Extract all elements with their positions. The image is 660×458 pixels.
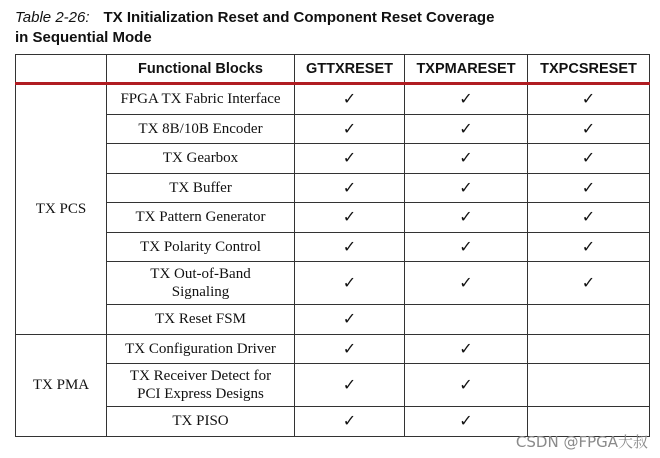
group-tx-pcs: TX PCS bbox=[16, 84, 107, 335]
check-cell: ✓ bbox=[295, 334, 405, 364]
check-cell: ✓ bbox=[295, 364, 405, 407]
block-line: TX Receiver Detect for bbox=[129, 368, 272, 384]
block-cell: FPGA TX Fabric Interface bbox=[107, 84, 295, 115]
check-cell: ✓ bbox=[405, 84, 528, 115]
table-row bbox=[16, 203, 650, 233]
check-cell: ✓ bbox=[405, 232, 528, 262]
check-cell: ✓ bbox=[528, 173, 650, 203]
check-cell bbox=[528, 364, 650, 407]
table-title-line2: in Sequential Mode bbox=[15, 29, 152, 46]
block-cell: TX Gearbox bbox=[107, 144, 295, 174]
check-cell: ✓ bbox=[405, 114, 528, 144]
block-line: Signaling bbox=[171, 284, 230, 300]
check-cell: ✓ bbox=[528, 84, 650, 115]
group-tx-pma: TX PMA bbox=[16, 334, 107, 436]
table-row bbox=[16, 305, 650, 335]
block-cell: TX Pattern Generator bbox=[107, 203, 295, 233]
check-cell: ✓ bbox=[295, 232, 405, 262]
check-cell: ✓ bbox=[405, 144, 528, 174]
check-cell: ✓ bbox=[405, 334, 528, 364]
header-empty bbox=[16, 55, 107, 84]
table-row bbox=[16, 84, 650, 115]
table-header-row bbox=[16, 55, 650, 84]
header-gttxreset: GTTXRESET bbox=[295, 55, 405, 84]
check-cell: ✓ bbox=[528, 144, 650, 174]
table-row bbox=[16, 334, 650, 364]
block-line: TX Out-of-Band bbox=[150, 266, 251, 282]
block-line: PCI Express Designs bbox=[137, 386, 264, 402]
check-cell bbox=[528, 305, 650, 335]
reset-coverage-table bbox=[15, 54, 650, 437]
check-cell: ✓ bbox=[295, 407, 405, 437]
check-cell: ✓ bbox=[528, 232, 650, 262]
check-cell bbox=[405, 305, 528, 335]
check-cell: ✓ bbox=[295, 203, 405, 233]
check-cell: ✓ bbox=[528, 203, 650, 233]
table-row bbox=[16, 114, 650, 144]
check-cell: ✓ bbox=[295, 173, 405, 203]
check-cell: ✓ bbox=[528, 114, 650, 144]
check-cell: ✓ bbox=[405, 364, 528, 407]
check-cell: ✓ bbox=[295, 305, 405, 335]
header-txpcsreset: TXPCSRESET bbox=[528, 55, 650, 84]
check-cell: ✓ bbox=[405, 173, 528, 203]
table-number: Table 2-26: bbox=[15, 9, 90, 26]
check-cell: ✓ bbox=[295, 84, 405, 115]
check-cell bbox=[528, 334, 650, 364]
block-cell: TX PISO bbox=[107, 407, 295, 437]
check-cell: ✓ bbox=[295, 144, 405, 174]
block-cell bbox=[107, 262, 295, 305]
table-row bbox=[16, 232, 650, 262]
block-cell bbox=[107, 364, 295, 407]
header-txpmareset: TXPMARESET bbox=[405, 55, 528, 84]
table-row bbox=[16, 364, 650, 407]
table-row bbox=[16, 144, 650, 174]
block-cell: TX Buffer bbox=[107, 173, 295, 203]
table-title: TX Initialization Reset and Component Reset Coverage bbox=[103, 9, 495, 26]
check-cell: ✓ bbox=[405, 262, 528, 305]
table-caption bbox=[15, 8, 635, 48]
block-cell: TX Configuration Driver bbox=[107, 334, 295, 364]
header-functional-blocks: Functional Blocks bbox=[107, 55, 295, 84]
watermark: CSDN @FPGA大叔 bbox=[515, 433, 648, 451]
table-row bbox=[16, 173, 650, 203]
check-cell: ✓ bbox=[295, 114, 405, 144]
check-cell: ✓ bbox=[405, 407, 528, 437]
check-cell: ✓ bbox=[405, 203, 528, 233]
check-cell: ✓ bbox=[528, 262, 650, 305]
block-cell: TX Reset FSM bbox=[107, 305, 295, 335]
block-cell: TX 8B/10B Encoder bbox=[107, 114, 295, 144]
check-cell: ✓ bbox=[295, 262, 405, 305]
table-row bbox=[16, 262, 650, 305]
block-cell: TX Polarity Control bbox=[107, 232, 295, 262]
